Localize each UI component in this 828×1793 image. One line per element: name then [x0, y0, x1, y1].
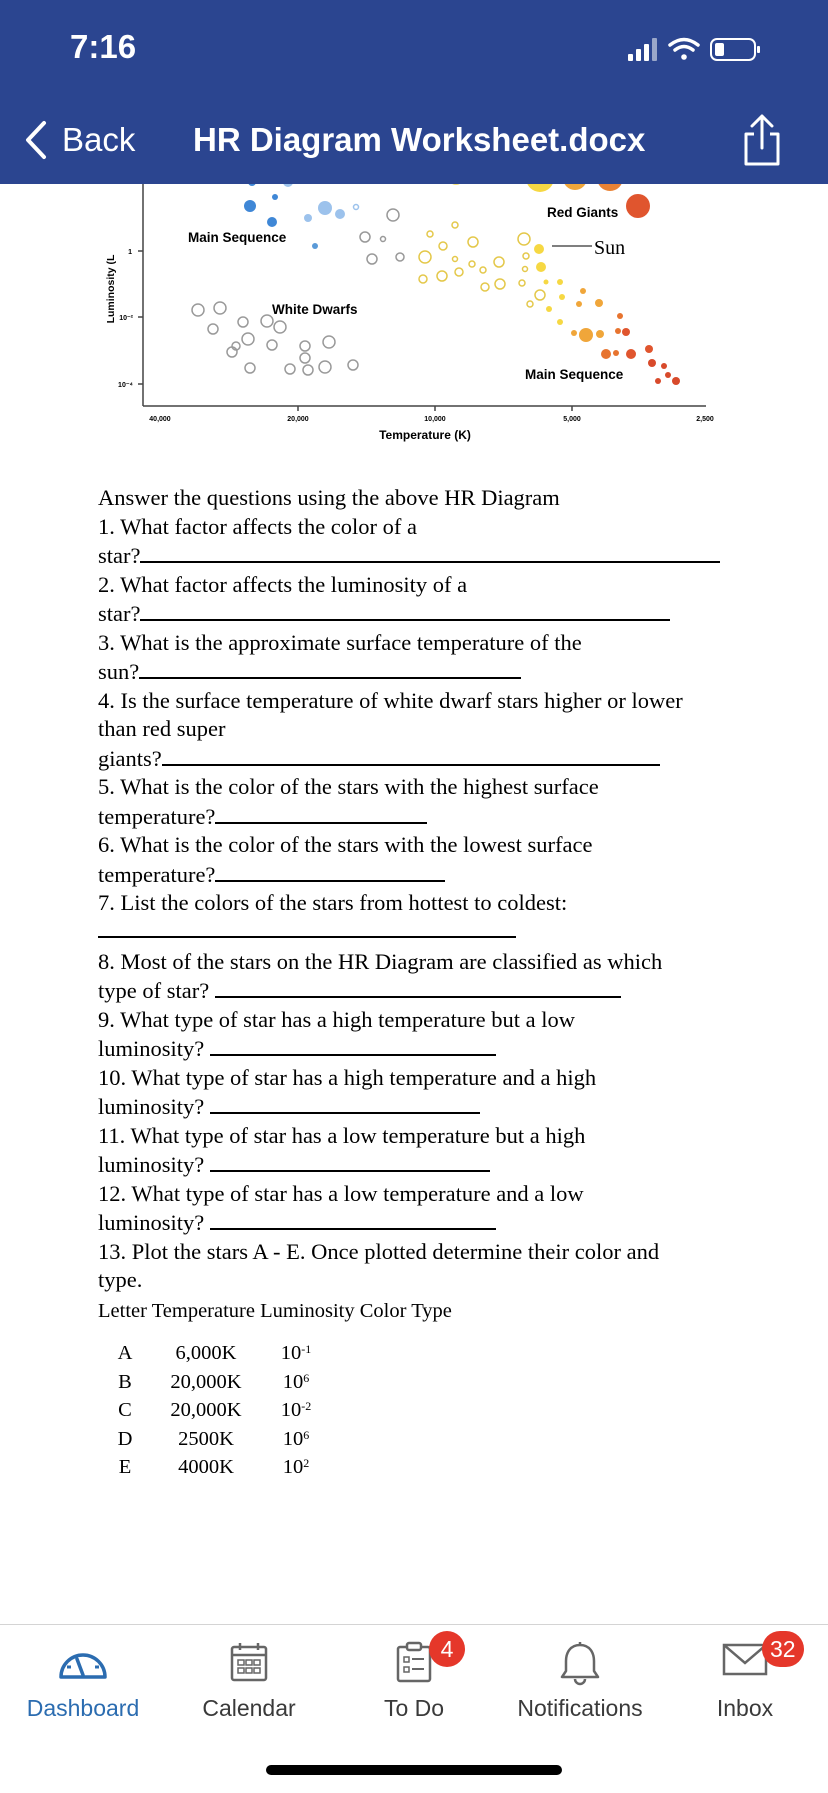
table-header: Letter Temperature Luminosity Color Type — [98, 1299, 452, 1322]
dashboard-icon — [57, 1641, 109, 1681]
x-tick-label: 20,000 — [287, 416, 309, 423]
table-row: B 20,000K $10^6$ — [118, 1370, 310, 1393]
x-tick-label: 40,000 — [149, 416, 171, 423]
table-row: D 2500K $10^6$ — [117, 1427, 310, 1450]
wifi-icon — [670, 40, 698, 60]
question-12: 12. What type of star has a low temperature and a low — [98, 1180, 584, 1206]
main-sequence-yellow-stars — [419, 222, 546, 307]
y-axis-label: Luminosity (L — [105, 254, 117, 324]
hr-diagram — [0, 184, 828, 454]
app-header — [0, 0, 828, 184]
battery-icon — [711, 39, 760, 60]
back-label: Back — [62, 121, 136, 158]
question-4-cont: than red super — [98, 716, 226, 741]
share-icon[interactable] — [740, 112, 784, 168]
question-4-cont2: giants? — [98, 744, 748, 774]
tab-notifications[interactable] — [497, 1625, 663, 1735]
y-tick-label: 1 — [128, 249, 132, 256]
table-row: C 20,000K $10^{-2}$ — [118, 1399, 312, 1421]
home-indicator — [266, 1765, 562, 1775]
question-1: 1. What factor affects the color of a — [98, 513, 418, 539]
tab-label: Calendar — [202, 1695, 296, 1721]
tab-label: Notifications — [517, 1695, 643, 1721]
answer-blank[interactable] — [139, 657, 521, 679]
tab-label: Inbox — [716, 1695, 774, 1721]
tab-calendar[interactable] — [166, 1625, 332, 1735]
signal-icon — [628, 38, 657, 61]
question-11: 11. What type of star has a low temperature but a high — [98, 1122, 586, 1148]
answer-blank[interactable] — [210, 1150, 490, 1172]
question-6-cont: temperature? — [98, 860, 748, 890]
table-row: E 4000K $10^2$ — [118, 1456, 310, 1478]
answer-blank[interactable] — [140, 599, 670, 621]
answer-blank[interactable] — [210, 1208, 496, 1230]
question-8-cont: type of star? — [98, 976, 748, 1006]
question-5-cont: temperature? — [98, 802, 748, 832]
y-tick-label: 10⁻⁴ — [118, 382, 133, 389]
bell-icon — [558, 1641, 602, 1687]
question-10: 10. What type of star has a high temperature and a high — [98, 1064, 597, 1090]
question-1-cont: star? — [98, 541, 748, 571]
tab-todo[interactable] — [331, 1625, 497, 1735]
question-4: 4. Is the surface temperature of white dwarf stars higher or lower — [98, 687, 683, 713]
calendar-icon — [229, 1641, 269, 1683]
label-red-giants: Red Giants — [547, 205, 619, 220]
label-white-dwarfs: White Dwarfs — [272, 302, 358, 317]
question-13: 13. Plot the stars A - E. Once plotted determine their color and — [98, 1238, 660, 1264]
answer-blank[interactable] — [162, 744, 660, 766]
question-2: 2. What factor affects the luminosity of a — [98, 571, 468, 597]
intro-text: Answer the questions using the above HR Diagram — [98, 485, 560, 510]
answer-blank[interactable] — [215, 860, 445, 882]
status-time: 7:16 — [70, 28, 137, 65]
tab-label: To Do — [383, 1695, 445, 1721]
table-row: A 6,000K $10^{-1}$ — [117, 1342, 312, 1364]
chevron-left-icon — [24, 120, 48, 160]
tab-label: Dashboard — [26, 1695, 140, 1721]
question-9: 9. What type of star has a high temperature but a low — [98, 1006, 575, 1032]
question-11-cont: luminosity? — [98, 1150, 748, 1180]
main-sequence-hot-stars — [230, 184, 404, 264]
x-tick-label: 2,500 — [696, 416, 714, 423]
x-axis-label: Temperature (K) — [379, 428, 471, 442]
todo-badge: 4 — [429, 1631, 465, 1667]
question-12-cont: luminosity? — [98, 1208, 748, 1238]
question-8: 8. Most of the stars on the HR Diagram are classified as which — [98, 948, 663, 974]
question-10-cont: luminosity? — [98, 1092, 748, 1122]
label-main-sequence-left: Main Sequence — [188, 230, 287, 245]
answer-blank[interactable] — [98, 920, 516, 938]
answer-blank[interactable] — [215, 976, 621, 998]
back-button[interactable] — [24, 118, 135, 162]
tab-inbox[interactable] — [662, 1625, 828, 1735]
x-tick-label: 5,000 — [563, 416, 581, 423]
hr-diagram-svg — [0, 184, 828, 454]
document-title: HR Diagram Worksheet.docx — [193, 121, 646, 158]
answer-blank[interactable] — [140, 541, 720, 563]
x-tick-label: 10,000 — [424, 416, 446, 423]
status-icons — [628, 36, 788, 62]
tab-dashboard[interactable] — [0, 1625, 166, 1735]
star-table — [98, 1339, 748, 1482]
question-2-cont: star? — [98, 599, 748, 629]
question-6: 6. What is the color of the stars with the lowest surface — [98, 832, 593, 857]
answer-blank[interactable] — [210, 1092, 480, 1114]
answer-blank[interactable] — [215, 802, 427, 824]
label-sun: Sun — [594, 237, 626, 259]
worksheet-body — [98, 484, 748, 1482]
question-9-cont: luminosity? — [98, 1034, 748, 1064]
todo-icon — [394, 1641, 434, 1683]
question-5: 5. What is the color of the stars with the highest surface — [98, 774, 599, 799]
inbox-badge: 32 — [762, 1631, 804, 1667]
question-3: 3. What is the approximate surface temperature of the — [98, 629, 582, 655]
question-13-cont: type. — [98, 1267, 143, 1292]
answer-blank[interactable] — [210, 1034, 496, 1056]
question-7: 7. List the colors of the stars from hottest to coldest: — [98, 890, 568, 915]
label-main-sequence-right: Main Sequence — [525, 367, 624, 382]
y-tick-label: 10⁻² — [119, 315, 133, 322]
question-3-cont: sun? — [98, 657, 748, 687]
